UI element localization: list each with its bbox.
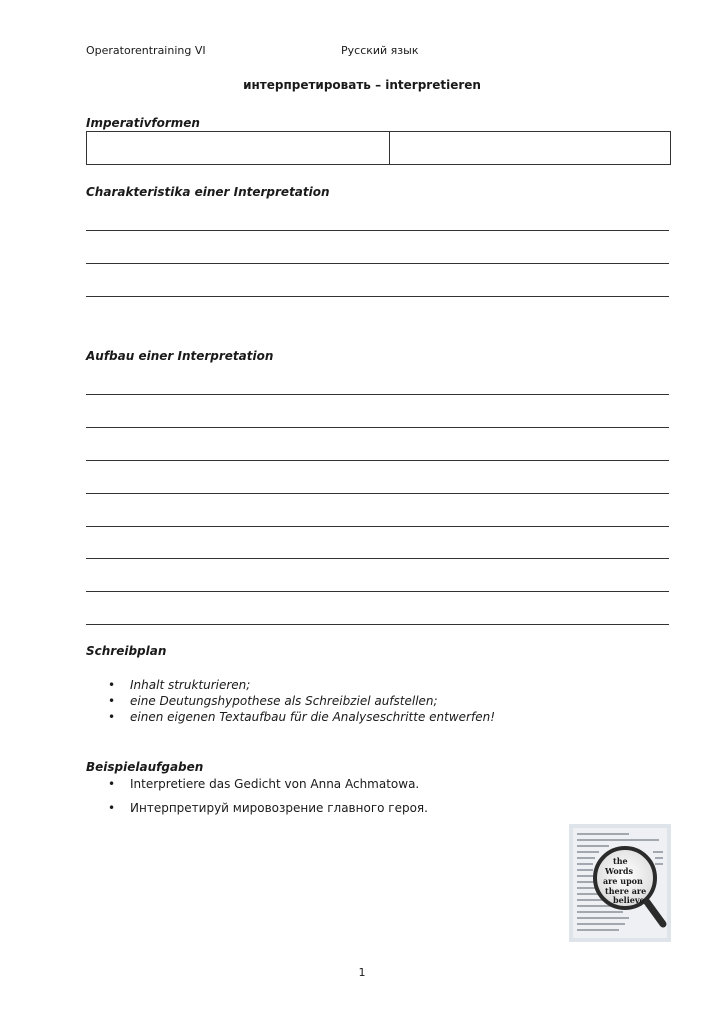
- header-right: Русский язык: [341, 44, 419, 57]
- writing-line[interactable]: [86, 427, 669, 428]
- lens-text: believe: [613, 895, 645, 905]
- section-imperativ-heading: Imperativformen: [86, 116, 200, 130]
- list-item: • Интерпретируй мировозрение главного героя.: [86, 800, 428, 816]
- magnifier-icon: [569, 824, 671, 942]
- list-item: • einen eigenen Textaufbau für die Analyseschritte entwerfen!: [86, 709, 495, 725]
- section-aufbau-heading: Aufbau einer Interpretation: [86, 349, 274, 363]
- lens-text: the: [613, 856, 628, 866]
- writing-line[interactable]: [86, 591, 669, 592]
- page-title: интерпретировать – interpretieren: [243, 78, 481, 92]
- writing-line[interactable]: [86, 558, 669, 559]
- imperativ-table: [86, 131, 671, 165]
- page-number: 1: [358, 966, 366, 979]
- lens-text: Words: [605, 866, 633, 876]
- lens-text: there are: [605, 886, 647, 896]
- writing-line[interactable]: [86, 263, 669, 264]
- beispiel-list: [86, 776, 428, 816]
- imperativ-cell-right[interactable]: [390, 132, 671, 165]
- list-item: • Inhalt strukturieren;: [86, 677, 495, 693]
- list-item: • Interpretiere das Gedicht von Anna Achmatowa.: [86, 776, 428, 792]
- magnifier-illustration: [569, 824, 671, 942]
- writing-line[interactable]: [86, 526, 669, 527]
- writing-line[interactable]: [86, 296, 669, 297]
- schreibplan-list: [86, 677, 495, 725]
- lens-text: are upon: [603, 876, 643, 886]
- writing-line[interactable]: [86, 624, 669, 625]
- writing-line[interactable]: [86, 230, 669, 231]
- section-charakteristika-heading: Charakteristika einer Interpretation: [86, 185, 330, 199]
- section-schreibplan-heading: Schreibplan: [86, 644, 167, 658]
- writing-line[interactable]: [86, 460, 669, 461]
- writing-line[interactable]: [86, 394, 669, 395]
- imperativ-cell-left[interactable]: [87, 132, 390, 165]
- list-item: • eine Deutungshypothese als Schreibziel aufstellen;: [86, 693, 495, 709]
- section-beispiel-heading: Beispielaufgaben: [86, 760, 204, 774]
- header-left: Operatorentraining VI: [86, 44, 206, 57]
- writing-line[interactable]: [86, 493, 669, 494]
